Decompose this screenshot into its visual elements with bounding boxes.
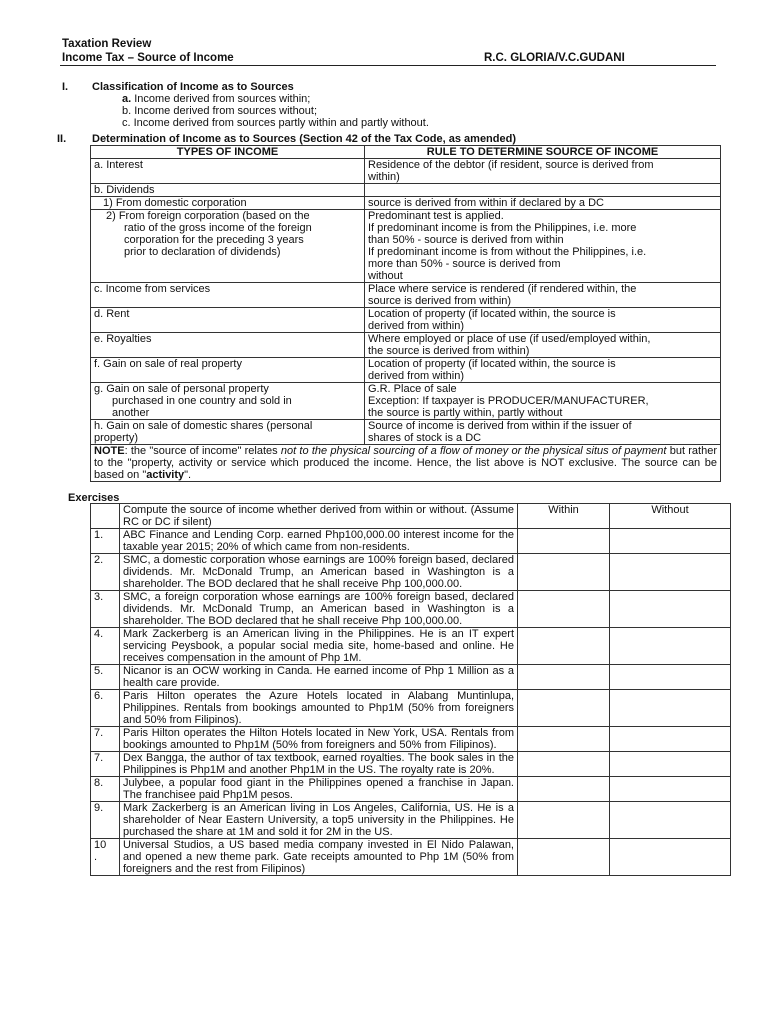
rule-cell: Residence of the debtor (if resident, source is derived from within) xyxy=(365,159,721,184)
table-row xyxy=(91,358,721,383)
exercise-text: Mark Zackerberg is an American living in Los Angeles, California, US. He is a shareholder of Near Eastern University, a top5 university in the Philippines. He purchased the share at 1M and sold it for 2M in the US. xyxy=(120,802,518,839)
exercise-row xyxy=(91,529,731,554)
within-answer-cell[interactable] xyxy=(518,690,610,727)
rule-cell xyxy=(365,184,721,197)
without-answer-cell[interactable] xyxy=(610,665,731,690)
rule-cell: Location of property (if located within, the source is derived from within) xyxy=(365,358,721,383)
exercise-row xyxy=(91,665,731,690)
within-answer-cell[interactable] xyxy=(518,529,610,554)
exercise-number: 7. xyxy=(91,727,120,752)
section-2-number: II. xyxy=(57,133,67,145)
rule-cell: Where employed or place of use (if used/employed within, the source is derived from within) xyxy=(365,333,721,358)
without-answer-cell[interactable] xyxy=(610,628,731,665)
exercises-title: Exercises xyxy=(68,492,120,504)
exercise-row xyxy=(91,690,731,727)
table-row xyxy=(91,420,721,445)
type-cell: a. Interest xyxy=(91,159,365,184)
within-answer-cell[interactable] xyxy=(518,665,610,690)
within-answer-cell[interactable] xyxy=(518,777,610,802)
doc-subtitle: Income Tax – Source of Income xyxy=(62,52,234,64)
note-label: NOTE xyxy=(94,445,125,457)
section-1-item-b: b. Income derived from sources without; xyxy=(122,105,318,117)
section-1-number: I. xyxy=(62,81,69,93)
rule-cell: Source of income is derived from within if the issuer of shares of stock is a DC xyxy=(365,420,721,445)
section-2-title: Determination of Income as to Sources (Section 42 of the Tax Code, as amended) xyxy=(92,133,516,145)
without-answer-cell[interactable] xyxy=(610,752,731,777)
exercise-text: Julybee, a popular food giant in the Philippines opened a franchise in Japan. The franchisee paid Php1M pesos. xyxy=(120,777,518,802)
table-row xyxy=(91,197,721,210)
exercise-number: 2. xyxy=(91,554,120,591)
without-answer-cell[interactable] xyxy=(610,839,731,876)
type-cell: c. Income from services xyxy=(91,283,365,308)
exercise-row xyxy=(91,628,731,665)
exercise-number: 9. xyxy=(91,802,120,839)
within-answer-cell[interactable] xyxy=(518,591,610,628)
section-1-item-a: a. Income derived from sources within; xyxy=(122,93,311,105)
rule-cell: G.R. Place of sale Exception: If taxpayer is PRODUCER/MANUFACTURER, the source is partly within, partly without xyxy=(365,383,721,420)
without-answer-cell[interactable] xyxy=(610,591,731,628)
without-answer-cell[interactable] xyxy=(610,777,731,802)
type-cell: 2) From foreign corporation (based on the ratio of the gross income of the foreign corporation for the preceding 3 years prior to declaration of dividends) xyxy=(91,210,365,283)
exercise-text: Universal Studios, a US based media company invested in El Nido Palawan, and opened a new theme park. Gate receipts amounted to Php 1M (50% from foreigners and the rest from Filipinos) xyxy=(120,839,518,876)
exercise-number: 6. xyxy=(91,690,120,727)
without-answer-cell[interactable] xyxy=(610,554,731,591)
exercise-text: Nicanor is an OCW working in Canda. He earned income of Php 1 Million as a health care provide. xyxy=(120,665,518,690)
column-header-within: Within xyxy=(518,504,610,529)
exercise-text: ABC Finance and Lending Corp. earned Php100,000.00 interest income for the taxable year 2015; 20% of which came from non-residents. xyxy=(120,529,518,554)
table-row xyxy=(91,383,721,420)
table-row xyxy=(91,210,721,283)
type-cell: 1) From domestic corporation xyxy=(91,197,365,210)
note-cell: NOTE: the "source of income" relates not to the physical sourcing of a flow of money or the physical situs of payment but rather to the "property, activity or service which produced the income. Hence, the list above is NOT exclusive. The source can be based on "activity". xyxy=(91,445,721,482)
within-answer-cell[interactable] xyxy=(518,554,610,591)
doc-authors: R.C. GLORIA/V.C.GUDANI xyxy=(484,52,625,64)
within-answer-cell[interactable] xyxy=(518,839,610,876)
rule-cell: source is derived from within if declared by a DC xyxy=(365,197,721,210)
without-answer-cell[interactable] xyxy=(610,727,731,752)
column-header-types: TYPES OF INCOME xyxy=(91,146,365,159)
within-answer-cell[interactable] xyxy=(518,628,610,665)
exercise-text: SMC, a domestic corporation whose earnings are 100% foreign based, declared dividends. Mr. McDonald Trump, an American based in Washington is a shareholder. The BOD declared that he shall receive Php 100,000.00. xyxy=(120,554,518,591)
without-answer-cell[interactable] xyxy=(610,802,731,839)
section-1-title: Classification of Income as to Sources xyxy=(92,81,294,93)
type-cell: f. Gain on sale of real property xyxy=(91,358,365,383)
header-divider xyxy=(60,65,716,66)
exercises-table xyxy=(90,503,731,876)
table-header-row xyxy=(91,146,721,159)
rule-cell: Location of property (if located within, the source is derived from within) xyxy=(365,308,721,333)
table-row xyxy=(91,283,721,308)
without-answer-cell[interactable] xyxy=(610,529,731,554)
exercise-number: 8. xyxy=(91,777,120,802)
exercise-text: Paris Hilton operates the Azure Hotels located in Alabang Muntinlupa, Philippines. Rentals from bookings amounted to Php1M (50% from foreigners and 50% from Filipinos). xyxy=(120,690,518,727)
doc-title: Taxation Review xyxy=(62,38,152,50)
exercise-row xyxy=(91,727,731,752)
exercise-text: Paris Hilton operates the Hilton Hotels located in New York, USA. Rentals from bookings amounted to Php1M (50% from foreigners and 50% from Filipinos). xyxy=(120,727,518,752)
rule-cell: Predominant test is applied. If predominant income is from the Philippines, i.e. more than 50% - source is derived from within If predominant income is from without the Philippines, i.e. more than 50% - source is derived from without xyxy=(365,210,721,283)
exercise-number: 1. xyxy=(91,529,120,554)
table-row xyxy=(91,308,721,333)
exercise-instructions: Compute the source of income whether derived from within or without. (Assume RC or DC if silent) xyxy=(120,504,518,529)
type-cell: d. Rent xyxy=(91,308,365,333)
exercise-row xyxy=(91,591,731,628)
exercise-row xyxy=(91,554,731,591)
exercise-row xyxy=(91,752,731,777)
exercise-header-row xyxy=(91,504,731,529)
table-row xyxy=(91,333,721,358)
exercise-row xyxy=(91,839,731,876)
exercise-row xyxy=(91,777,731,802)
exercise-text: Mark Zackerberg is an American living in the Philippines. He is an IT expert servicing Peysbook, a popular social media site, home-based and online. He receives compensation in the amount of Php 1M. xyxy=(120,628,518,665)
within-answer-cell[interactable] xyxy=(518,802,610,839)
table-row xyxy=(91,159,721,184)
exercise-number-cell xyxy=(91,504,120,529)
exercise-number: 10 . xyxy=(91,839,120,876)
exercise-row xyxy=(91,802,731,839)
rule-cell: Place where service is rendered (if rendered within, the source is derived from within) xyxy=(365,283,721,308)
exercise-number: 3. xyxy=(91,591,120,628)
column-header-rule: RULE TO DETERMINE SOURCE OF INCOME xyxy=(365,146,721,159)
within-answer-cell[interactable] xyxy=(518,727,610,752)
column-header-without: Without xyxy=(610,504,731,529)
exercise-number: 7. xyxy=(91,752,120,777)
source-rules-table xyxy=(90,145,721,482)
exercise-text: SMC, a foreign corporation whose earnings are 100% foreign based, declared dividends. Mr. McDonald Trump, an American based in Washington is a shareholder. The BOD declared that he shall receive Php 100,000.00. xyxy=(120,591,518,628)
type-cell: g. Gain on sale of personal property purchased in one country and sold in another xyxy=(91,383,365,420)
exercise-number: 5. xyxy=(91,665,120,690)
table-row xyxy=(91,184,721,197)
section-1-item-c: c. Income derived from sources partly within and partly without. xyxy=(122,117,429,129)
note-row xyxy=(91,445,721,482)
type-cell: b. Dividends xyxy=(91,184,365,197)
type-cell: h. Gain on sale of domestic shares (personal property) xyxy=(91,420,365,445)
without-answer-cell[interactable] xyxy=(610,690,731,727)
exercise-text: Dex Bangga, the author of tax textbook, earned royalties. The book sales in the Philippines is Php1M and another Php1M in the US. The royalty rate is 20%. xyxy=(120,752,518,777)
within-answer-cell[interactable] xyxy=(518,752,610,777)
type-cell: e. Royalties xyxy=(91,333,365,358)
exercise-number: 4. xyxy=(91,628,120,665)
